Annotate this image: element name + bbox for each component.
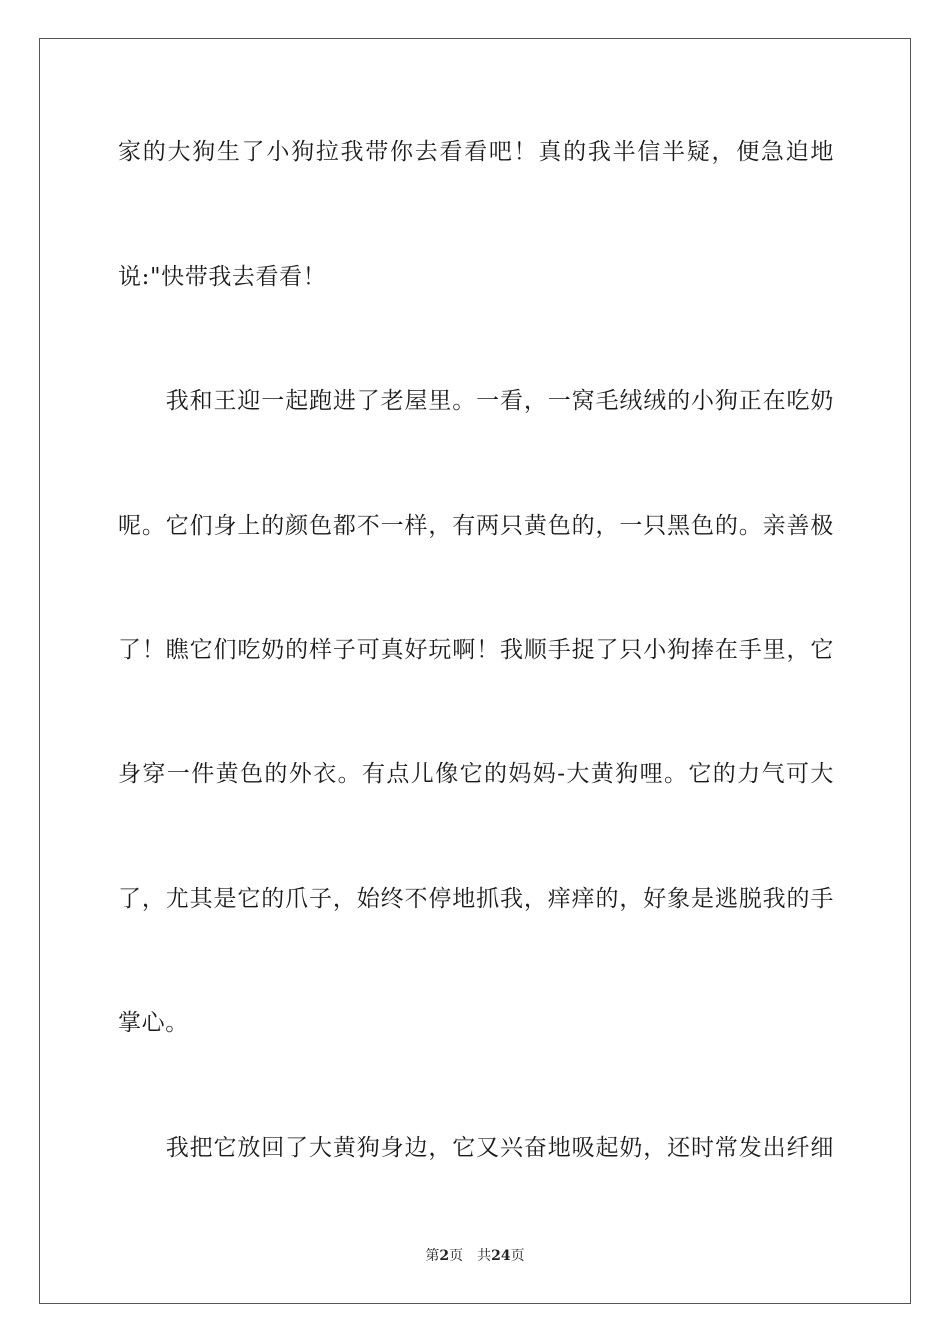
body-text-line: 了，尤其是它的爪子，始终不停地抓我，痒痒的，好象是逃脱我的手 [118,886,834,912]
page-suffix: 页 [449,1248,464,1264]
page-prefix: 第 [425,1248,440,1264]
body-text-line: 呢。它们身上的颜色都不一样，有两只黄色的，一只黑色的。亲善极 [118,513,834,539]
body-text-line: 家的大狗生了小狗拉我带你去看看吧！真的我半信半疑，便急迫地 [118,139,834,165]
total-prefix: 共 [477,1248,492,1264]
body-text-line: 说:"快带我去看看！ [118,264,327,290]
body-text-line: 我和王迎一起跑进了老屋里。一看，一窝毛绒绒的小狗正在吃奶 [118,388,834,414]
current-page-number: 2 [439,1248,450,1264]
page-footer [0,1247,950,1265]
total-page-count: 24 [491,1248,511,1264]
body-text-line: 我把它放回了大黄狗身边，它又兴奋地吸起奶，还时常发出纤细 [118,1135,834,1161]
body-text-line: 了！瞧它们吃奶的样子可真好玩啊！我顺手捉了只小狗捧在手里，它 [118,637,834,663]
body-text-line: 掌心。 [118,1010,189,1036]
page-border [39,38,911,1304]
total-suffix: 页 [510,1248,525,1264]
body-text-line: 身穿一件黄色的外衣。有点儿像它的妈妈-大黄狗哩。它的力气可大 [118,761,834,787]
